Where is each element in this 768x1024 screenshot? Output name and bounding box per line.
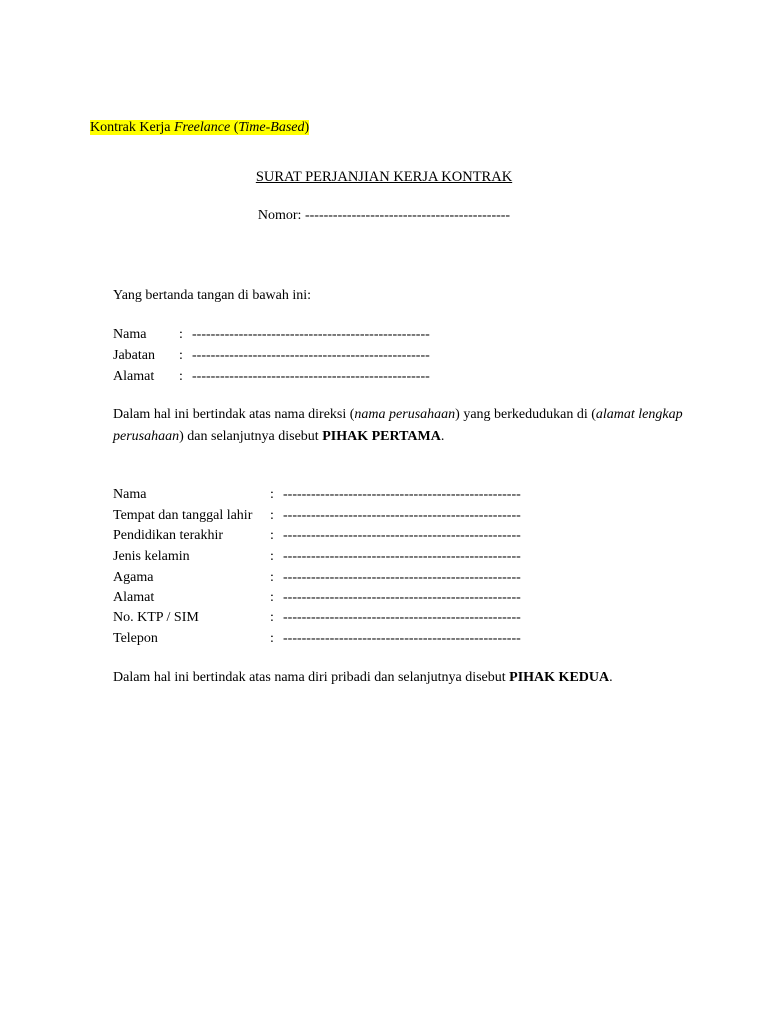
field-colon: : [270, 590, 274, 605]
field-label: Telepon [113, 631, 158, 646]
document-header [90, 121, 309, 135]
nomor-label: Nomor: [257, 208, 302, 223]
field-label: Pendidikan terakhir [113, 528, 224, 543]
field-colon: : [270, 570, 274, 585]
field-blank: --------------------------------------------------- [283, 631, 521, 646]
field-colon: : [270, 610, 274, 625]
field-label: Jabatan [113, 348, 155, 363]
field-blank: --------------------------------------------------- [283, 590, 521, 605]
field-colon: : [270, 487, 274, 502]
header-time-based: Time-Based [238, 120, 305, 135]
header-prefix: Kontrak Kerja [90, 120, 174, 135]
party1-statement [113, 404, 693, 448]
header-freelance: Freelance [173, 120, 231, 135]
nomor-blank: -------------------------------------------- [304, 208, 511, 223]
statement-party-second: PIHAK KEDUA [509, 670, 610, 685]
field-colon: : [179, 369, 183, 384]
field-label: Nama [113, 487, 147, 502]
field-colon: : [270, 508, 274, 523]
field-colon: : [179, 327, 183, 342]
field-blank: --------------------------------------------------- [283, 549, 521, 564]
statement-company-address: alamat lengkap perusahaan [113, 407, 683, 444]
field-colon: : [179, 348, 183, 363]
field-colon: : [270, 528, 274, 543]
statement-text: . [440, 429, 445, 444]
statement-party-first: PIHAK PERTAMA [322, 429, 441, 444]
header-paren-open: ( [230, 120, 239, 135]
document-title: SURAT PERJANJIAN KERJA KONTRAK [255, 169, 513, 185]
statement-text: . [609, 670, 613, 685]
statement-company-name: nama perusahaan [354, 407, 456, 422]
field-colon: : [270, 549, 274, 564]
field-label: No. KTP / SIM [113, 610, 199, 625]
field-blank: --------------------------------------------------- [192, 369, 430, 384]
nomor-line [0, 209, 768, 223]
field-blank: --------------------------------------------------- [283, 508, 521, 523]
field-blank: --------------------------------------------------- [283, 528, 521, 543]
party2-statement [113, 667, 693, 689]
field-blank: --------------------------------------------------- [283, 610, 521, 625]
statement-text: Dalam hal ini bertindak atas nama direksi ( [113, 407, 355, 422]
field-label: Agama [113, 570, 154, 585]
intro-text: Yang bertanda tangan di bawah ini: [113, 288, 312, 303]
field-blank: --------------------------------------------------- [283, 570, 521, 585]
statement-text: ) dan selanjutnya disebut [179, 429, 323, 444]
field-colon: : [270, 631, 274, 646]
field-label: Tempat dan tanggal lahir [113, 508, 253, 523]
statement-text: ) yang berkedudukan di ( [455, 407, 596, 422]
field-label: Alamat [113, 369, 155, 384]
field-blank: --------------------------------------------------- [192, 348, 430, 363]
field-blank: --------------------------------------------------- [283, 487, 521, 502]
field-label: Alamat [113, 590, 155, 605]
statement-text: Dalam hal ini bertindak atas nama diri pribadi dan selanjutnya disebut [113, 670, 510, 685]
header-paren-close: ) [304, 120, 310, 135]
field-blank: --------------------------------------------------- [192, 327, 430, 342]
field-label: Nama [113, 327, 147, 342]
field-label: Jenis kelamin [113, 549, 190, 564]
